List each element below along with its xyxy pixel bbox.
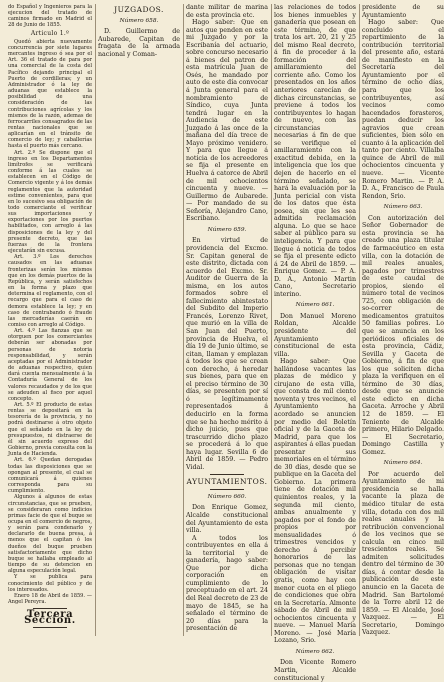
horizontal-rule: [33, 627, 67, 628]
column-5: [362, 4, 444, 636]
paragraph: Por acuerdo del Ayuntamiento de mi presidencia se halla vacante la plaza de médico titular de esta villa, dotada con dos mil reales anuales y la retribución convencional de los vecinos que se calcula en cinco mil trescientos reales. Se admiten solicitudes dentro del término de 30 días, á contar desde la publicación de este anuncio en la Gaceta de Madrid. San Bartolomé de la Torre abril 12 de 1859. — El Alcalde, José Vazquez. — El Secretario, Domingo Vazquez.: [362, 470, 444, 637]
column-4: [274, 4, 356, 682]
paragraph: En virtud de providencia del Excmo. Sr. Capitan general de este distrito, dictada con acuerdo del Excmo. Sr. Auditor de Guerra de la misma, en los autos formados sobre el fallecimiento abintestato del Subdito del Imperio Francés, Lorenzo Rivet, que murió en la villa de San Juan del Puerto, provincia de Huelva, el día 19 de Junio último, se citan, llaman y emplazan á todos los que se crean con derecho, á heredar sus bienes, para que en el preciso término de 30 días, se presenten por sí ó legítimamente representados á deducirlo en la forma que se ha hecho mérito á dicho juicio, pues que trascurrido dicho plazo se procederá á lo que haya lugar. Sevilla 6 de Abril de 1859. — Pedro Vidal.: [186, 237, 268, 471]
column-divider: [183, 4, 184, 636]
paragraph: Hago saber: Que concluido el repartimiento de la contribución territorial del presente año, estará de manifiesto en la Secretaría del Ayuntamiento por el término de ocho días, para que los contribuyentes, así vecinos como hacendados forasteros, puedan deducir los agravios que crean suficientes, bien sólo en cuanto á la aplicación del tanto por ciento. Villalba quince de Abril de mil ochocientos cincuenta y nueve. — Vicente Romero Martin. — P. A. D. A., Francisco de Paula Rendon, Srio.: [362, 19, 444, 200]
column-3: [186, 4, 268, 636]
column-2: [98, 4, 180, 636]
paragraph: Hago saber: Que hallándose vacantes las plazas de médico y cirujano de esta villa, que consta de mil ciento noventa y tres vecinos, el Ayuntamiento ha acordado se anuncien por medio del Boletín oficial y de la Gaceta de Madrid, para que los aspirantes á ellas puedan presentar sus memoriales en el término de 30 días, desde que se publique en la Gaceta del Gobierno. La primera tiene de dotación mil quinientos reales, y la segunda mil ciento, ambas anualmente y pagados por el fondo de propios por mensualidades ó trimestres vencidos y derecho á percibir honorarios de las personas que no tengan obligación de visitar gratis, como hay con menor cuota en el pliego de condiciones que obra en la Secretaría. Almonte sábado de Abril de mil ochocientos cincuenta y nueve. — Manuel María Moreno. — José María Lozano, Srio.: [274, 358, 356, 645]
paragraph: Art. 3.º Los derechos causados en las aduanas fronterizas serán los mismos que en los demás puertos de la República, y serán satisfechos en la forma y plazo que determina el reglamento, con el recargo que para el caso de demora establece la ley; y en caso de contrabando ó fraude las mercaderías caerán en comiso con arreglo al Código.: [8, 254, 92, 328]
paragraph: las relaciones de todos los bienes inmuebles y ganadería que posean en este término, de que trata los art. 20, 21 y 25 del mismo Real decreto, á fin de proceder á la formación del amillaramiento del corriente año. Como los presentados en los años anteriores carecían de dichas circunstancias, se previene á todos los contribuyentes lo hagan de nuevo, con las circunstancias necesarias á fin de que se verifique el amillaramiento con la exactitud debida, en la inteligencia que los que dejen de hacerlo en el término señalado, se hará la evaluación por la Junta pericial con vista de los datos que ésta posea, sin que les sea admitida reclamación alguna. Lo que se hace saber al público para su inteligencia. Y para que llegue á noticia de todos se fija el presente edicto á 24 de Abril de 1859. — Enrique Gomez. — P. A. D. A., Antonio Martin Cano, Secretario interino.: [274, 4, 356, 298]
paragraph: Enero 18 de Abril de 1859. — Angel Pereyra.: [8, 592, 92, 605]
notice-number: Número 664.: [383, 460, 423, 467]
notice-number: Número 658.: [119, 17, 159, 24]
paragraph: Hago saber: Que en autos que penden en este mi Juzgado y por la Escribanía del actuario, sobre concurso necesario á bienes del patron de esta matrícula Juan de Osés, he mandado por auto de este día convocar á Junta general para el nombramiento de Síndico, cuya Junta tendrá lugar en la Audiencia de este Juzgado á las once de la mañana del día trece de Mayo próximo venidero. Y para que llegue á noticia de los acreedores se fija el presente en Huelva á catorce de Abril de mil ochocientos cincuenta y nueve. — Guillermo de Aubarede. — Por mandado de su Señoría, Alejandro Cano, Escribano.: [186, 19, 268, 223]
paragraph: D. Guillermo de Aubarede, Capitan de fragata de la armada nacional y Coman-: [98, 28, 180, 58]
column-divider: [271, 4, 272, 636]
article-heading: Articulo 1.º: [30, 29, 70, 37]
paragraph: do Español y Ingenieros para la ejecucion del tratado de caminos firmado en Madrid el 28 de Junio de 1855.: [8, 4, 92, 29]
paragraph: Art. 6.º Quedan derogadas todas las disposiciones que se opongan al presente, el cual se comunicará á quienes corresponda para su cumplimiento.: [8, 457, 92, 495]
paragraph: Y se publica para conocimiento del público y de los interesados.: [8, 574, 92, 593]
paragraph: Art. 4.º Las fianzas que se otorguen por los comerciantes deberán ser abonadas por personas de notoria responsabilidad, y serán aceptadas por el Administrador de aduanas respectivo, quien dará cuenta mensualmente á la Contaduría General de los valores recaudados y de los que se adeuden al fisco por aquel concepto.: [8, 328, 92, 402]
horizontal-rule: [210, 474, 244, 475]
notice-number: Número 660.: [207, 493, 247, 500]
notice-number: Número 659.: [207, 226, 247, 233]
notice-number: Número 663.: [383, 204, 423, 211]
column-divider: [359, 4, 360, 636]
notice-number: Número 661.: [295, 302, 335, 309]
subsection-title: JUZGADOS.: [114, 5, 164, 14]
paragraph: Art. 2.º Se dispone que el ingreso en los Departamentos limítrofes se verificará conforme á las cuales se establecen en el Código de Comercio vigente y á los demás reglamentos que la autoridad estime convenientes, para que en lo sucesivo sea obligación de todo comerciante el verificar sus importaciones y exportaciones por los puertos habilitados, con arreglo á las disposiciones de la ley y del presente decreto, que las fuerzas de la frontera ejecutarán sin excusa.: [8, 149, 92, 255]
paragraph: A todos los contribuyentes en ella á la territorial y de ganadería, hago saber: Que por dicha corporación en cumplimiento de lo preceptuado en el art. 24 del Real decreto de 23 de mayo de 1845, se ha señalado el término de 20 días para la presentación de: [186, 534, 268, 633]
paragraph: presidente de su Ayuntamiento: [362, 4, 444, 19]
horizontal-rule: [210, 489, 244, 490]
section-title: Tercera Seccion.: [24, 609, 76, 627]
paragraph: Algunos á algunos de estas circunstancias, que se prueben, se consideraran como indicios primas facie de que el buque se ocupa en el comercio de negros, y serán para condenarlo y declararlo de buena presa, á menos que el capitan ó los dueños del buque prueben satisfactoriamente que dicho buque se hallaba empleado al tiempo de su detencion en alguna especulación legal.: [8, 494, 92, 575]
paragraph: Quedó abierta nuevamente concurrencia por siete lugares mercantes ingreso ó sea por el Art. 36 el tratado de para por una comercial de la costa del Pacífico dejando principal el Puerto de cordilleras; y un Administrador ó la ley de aduanas que establece la posibilidad de una consideración de las contribuciones agrícolas y los mismos de la razón, ademas de ferrocarriles consagrados de las rentas nacionales que se aplicarían en el tránsito de comercio de ley; y caballerías hasta el puerto más cercano.: [8, 38, 92, 150]
paragraph: dante militar de marina de esta provincia etc.: [186, 4, 268, 19]
paragraph: Con autorización del Señor Gobernador de esta provincia se ha creado una plaza titular de farmacéutico en esta villa, con la dotación de mil reales anuales, pagados por trimestres de este caudal de propios, siendo el número total de vecinos 725, con obligación de so-correr de medicamentos gratuitos 50 familias pobres. Lo que se anuncia en los periódicos oficiales de esta provincia, Cádiz, Sevilla y Gaceta de Gobierno, á fin de que los que soliciten dicha plaza la verifiquen en el término de 30 días, desde que se anuncie este edicto en dicha Gaceta. Arroche y Abril 12 de 1859. — El Teniente de Alcalde primero, Hilario Delgado. — El Secretario, Domingo Castilla y Gomez.: [362, 214, 444, 456]
paragraph: Don Manuel Moreno Roldan, Alcalde presidente del Ayuntamiento constitucional de esta villa.: [274, 312, 356, 358]
section-title: AYUNTAMIENTOS.: [186, 477, 268, 487]
notice-number: Número 662.: [295, 648, 335, 655]
column-1: [8, 4, 92, 636]
paragraph: Don Vicente Romero Martin, Alcalde constitucional y: [274, 659, 356, 682]
column-divider: [95, 4, 96, 636]
paragraph: Don Enrique Gomez, Alcalde constitucional del Ayuntamiento de esta villa.: [186, 504, 268, 535]
paragraph: Art. 5.º El producto de estas rentas se depositará en la tesorería de la provincia, y no podrá destinarse á otro objeto que el señalado en la ley de presupuestos, ni distraerse de él sin acuerdo expreso del Gobierno, previa consulta con la Junta de Hacienda.: [8, 402, 92, 458]
